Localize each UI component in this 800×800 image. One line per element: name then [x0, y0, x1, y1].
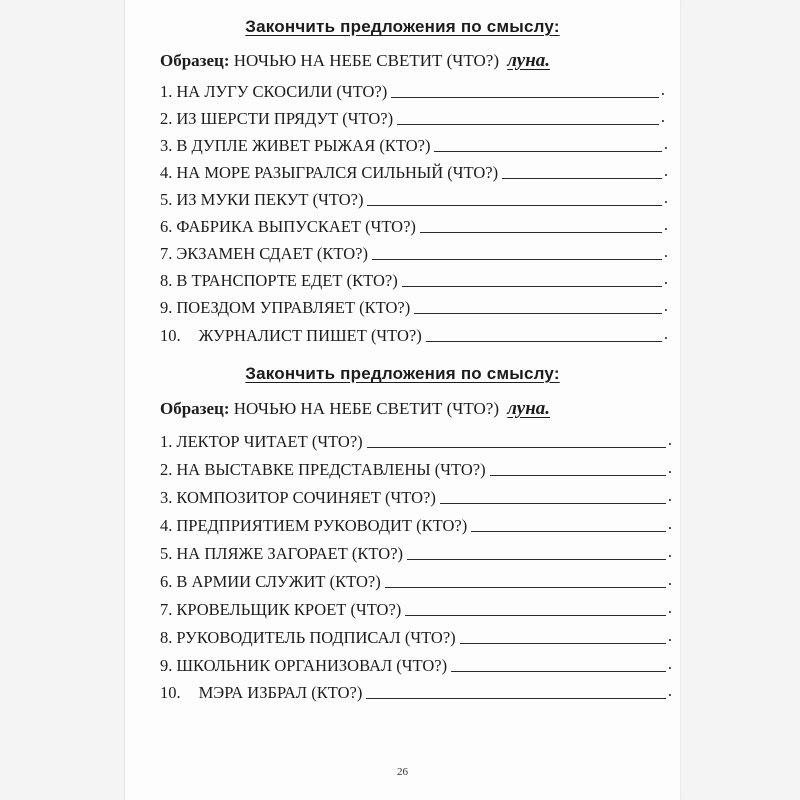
item-number: 3.: [160, 136, 173, 155]
item-text: КОМПОЗИТОР СОЧИНЯЕТ (ЧТО?): [176, 488, 436, 507]
answer-blank[interactable]: [426, 341, 662, 342]
item-text: В ТРАНСПОРТЕ ЕДЕТ (КТО?): [176, 271, 398, 290]
answer-blank[interactable]: [434, 151, 661, 152]
list-item: 3. В ДУПЛЕ ЖИВЕТ РЫЖАЯ (КТО?) .: [160, 134, 668, 155]
list-item: 1. НА ЛУГУ СКОСИЛИ (ЧТО?) .: [160, 80, 665, 101]
answer-blank[interactable]: [460, 643, 666, 644]
sample-text: НОЧЬЮ НА НЕБЕ СВЕТИТ (ЧТО?): [233, 51, 500, 70]
answer-blank[interactable]: [471, 531, 666, 532]
item-text: НА ВЫСТАВКЕ ПРЕДСТАВЛЕНЫ (ЧТО?): [176, 460, 486, 479]
item-number: 6.: [160, 572, 173, 591]
item-text: ИЗ МУКИ ПЕКУТ (ЧТО?): [176, 190, 364, 209]
list-item: 10. ЖУРНАЛИСТ ПИШЕТ (ЧТО?) .: [160, 324, 668, 345]
item-text: МЭРА ИЗБРАЛ (КТО?): [198, 683, 363, 702]
list-item: 9. ПОЕЗДОМ УПРАВЛЯЕТ (КТО?) .: [160, 296, 668, 317]
list-item: 2. НА ВЫСТАВКЕ ПРЕДСТАВЛЕНЫ (ЧТО?) .: [160, 458, 672, 479]
item-text: ПОЕЗДОМ УПРАВЛЯЕТ (КТО?): [176, 298, 411, 317]
sample-text: НОЧЬЮ НА НЕБЕ СВЕТИТ (ЧТО?): [233, 399, 500, 418]
list-item: 8. РУКОВОДИТЕЛЬ ПОДПИСАЛ (ЧТО?) .: [160, 626, 672, 647]
answer-blank[interactable]: [407, 559, 666, 560]
sample-answer: луна.: [507, 398, 550, 419]
list-item: 6. ФАБРИКА ВЫПУСКАЕТ (ЧТО?) .: [160, 215, 668, 236]
answer-blank[interactable]: [402, 286, 662, 287]
answer-blank[interactable]: [397, 124, 659, 125]
item-number: 9.: [160, 298, 173, 317]
item-number: 2.: [160, 109, 173, 128]
worksheet-page: [125, 0, 680, 800]
answer-blank[interactable]: [366, 698, 666, 699]
answer-blank[interactable]: [440, 503, 666, 504]
list-item: 6. В АРМИИ СЛУЖИТ (КТО?) .: [160, 570, 672, 591]
item-text: ШКОЛЬНИК ОРГАНИЗОВАЛ (ЧТО?): [176, 656, 448, 675]
list-item: 2. ИЗ ШЕРСТИ ПРЯДУТ (ЧТО?) .: [160, 107, 665, 128]
item-number: 10.: [160, 326, 181, 345]
sample-sentence: [160, 398, 550, 420]
item-number: 2.: [160, 460, 173, 479]
answer-blank[interactable]: [451, 671, 666, 672]
answer-blank[interactable]: [367, 205, 661, 206]
list-item: 7. ЭКЗАМЕН СДАЕТ (КТО?) .: [160, 242, 668, 263]
item-number: 5.: [160, 544, 173, 563]
section-title: Закончить предложения по смыслу:: [245, 17, 560, 36]
sample-sentence: [160, 50, 550, 72]
item-text: КРОВЕЛЬЩИК КРОЕТ (ЧТО?): [176, 600, 402, 619]
item-number: 6.: [160, 217, 173, 236]
list-item: 10. МЭРА ИЗБРАЛ (КТО?) .: [160, 681, 672, 702]
answer-blank[interactable]: [490, 475, 666, 476]
answer-blank[interactable]: [367, 447, 666, 448]
list-item: 5. НА ПЛЯЖЕ ЗАГОРАЕТ (КТО?) .: [160, 542, 672, 563]
list-item: 9. ШКОЛЬНИК ОРГАНИЗОВАЛ (ЧТО?) .: [160, 654, 672, 675]
item-number: 3.: [160, 488, 173, 507]
item-text: ЭКЗАМЕН СДАЕТ (КТО?): [176, 244, 368, 263]
item-text: НА ЛУГУ СКОСИЛИ (ЧТО?): [176, 82, 388, 101]
sample-lead: Образец:: [160, 399, 230, 418]
item-text: НА ПЛЯЖЕ ЗАГОРАЕТ (КТО?): [176, 544, 404, 563]
item-number: 4.: [160, 163, 173, 182]
item-text: ЖУРНАЛИСТ ПИШЕТ (ЧТО?): [198, 326, 422, 345]
item-text: РУКОВОДИТЕЛЬ ПОДПИСАЛ (ЧТО?): [176, 628, 456, 647]
answer-blank[interactable]: [405, 615, 666, 616]
item-number: 1.: [160, 432, 173, 451]
answer-blank[interactable]: [414, 313, 662, 314]
item-number: 10.: [160, 683, 181, 702]
sample-lead: Образец:: [160, 51, 230, 70]
item-text: НА МОРЕ РАЗЫГРАЛСЯ СИЛЬНЫЙ (ЧТО?): [176, 163, 499, 182]
page-number: 26: [397, 766, 408, 778]
answer-blank[interactable]: [391, 97, 659, 98]
answer-blank[interactable]: [502, 178, 662, 179]
item-text: ФАБРИКА ВЫПУСКАЕТ (ЧТО?): [176, 217, 416, 236]
section-title: Закончить предложения по смыслу:: [245, 364, 560, 383]
item-number: 8.: [160, 628, 173, 647]
item-number: 8.: [160, 271, 173, 290]
list-item: 5. ИЗ МУКИ ПЕКУТ (ЧТО?) .: [160, 188, 668, 209]
item-number: 9.: [160, 656, 173, 675]
list-item: 4. ПРЕДПРИЯТИЕМ РУКОВОДИТ (КТО?) .: [160, 514, 672, 535]
list-item: 4. НА МОРЕ РАЗЫГРАЛСЯ СИЛЬНЫЙ (ЧТО?) .: [160, 161, 668, 182]
item-text: В ДУПЛЕ ЖИВЕТ РЫЖАЯ (КТО?): [176, 136, 431, 155]
item-text: ПРЕДПРИЯТИЕМ РУКОВОДИТ (КТО?): [176, 516, 468, 535]
answer-blank[interactable]: [385, 587, 666, 588]
item-number: 5.: [160, 190, 173, 209]
list-item: 7. КРОВЕЛЬЩИК КРОЕТ (ЧТО?) .: [160, 598, 672, 619]
item-text: ЛЕКТОР ЧИТАЕТ (ЧТО?): [176, 432, 363, 451]
item-number: 4.: [160, 516, 173, 535]
item-number: 7.: [160, 244, 173, 263]
list-item: 8. В ТРАНСПОРТЕ ЕДЕТ (КТО?) .: [160, 269, 668, 290]
sample-answer: луна.: [507, 50, 550, 71]
list-item: 3. КОМПОЗИТОР СОЧИНЯЕТ (ЧТО?) .: [160, 486, 672, 507]
item-text: В АРМИИ СЛУЖИТ (КТО?): [176, 572, 381, 591]
item-number: 7.: [160, 600, 173, 619]
answer-blank[interactable]: [420, 232, 662, 233]
item-text: ИЗ ШЕРСТИ ПРЯДУТ (ЧТО?): [176, 109, 394, 128]
answer-blank[interactable]: [372, 259, 662, 260]
list-item: 1. ЛЕКТОР ЧИТАЕТ (ЧТО?) .: [160, 430, 672, 451]
item-number: 1.: [160, 82, 173, 101]
